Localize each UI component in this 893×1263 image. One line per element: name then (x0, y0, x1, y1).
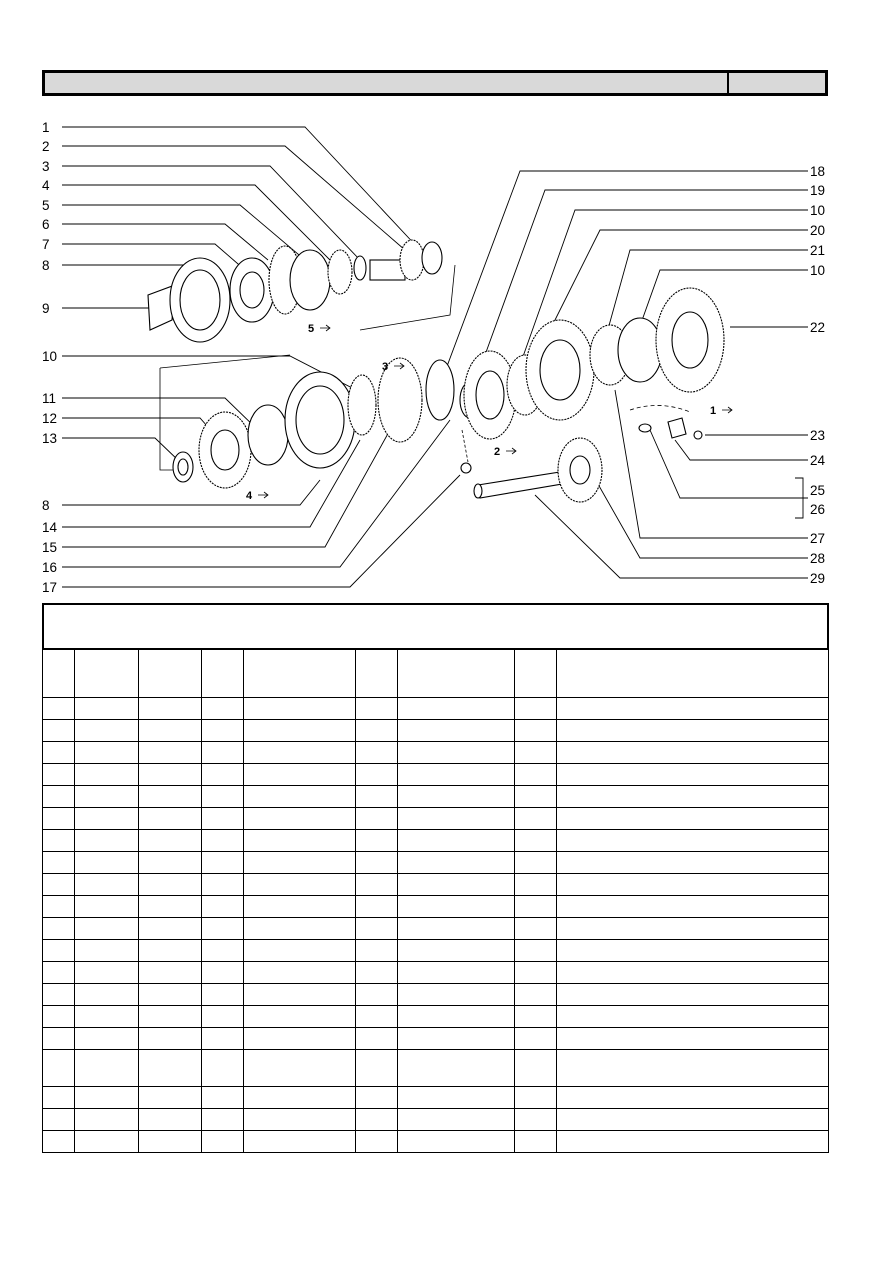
table-cell (356, 786, 398, 808)
table-cell (43, 786, 75, 808)
table-cell (202, 830, 244, 852)
lower-shaft-assembly (474, 418, 702, 502)
table-cell (75, 896, 139, 918)
table-cell (557, 830, 829, 852)
table-row (43, 830, 829, 852)
table-cell (398, 698, 515, 720)
table-row (43, 764, 829, 786)
table-cell (43, 874, 75, 896)
part-label: 9 (42, 301, 50, 316)
table-cell (244, 874, 356, 896)
table-row (43, 808, 829, 830)
table-cell (515, 852, 557, 874)
table-cell (202, 984, 244, 1006)
table-cell (75, 764, 139, 786)
table-cell (139, 918, 202, 940)
table-cell (244, 852, 356, 874)
table-cell (244, 962, 356, 984)
part-label: 25 (810, 483, 826, 498)
table-cell (202, 1028, 244, 1050)
table-cell (139, 1131, 202, 1153)
table-cell (75, 830, 139, 852)
table-cell (515, 742, 557, 764)
table-cell (515, 830, 557, 852)
table-cell (356, 1087, 398, 1109)
table-cell (515, 918, 557, 940)
table-cell (202, 786, 244, 808)
table-row (43, 874, 829, 896)
table-cell (515, 1131, 557, 1153)
table-row (43, 1087, 829, 1109)
table-cell (202, 962, 244, 984)
table-cell (244, 1006, 356, 1028)
table-cell (515, 720, 557, 742)
table-row (43, 1006, 829, 1028)
right-part-labels (810, 164, 826, 586)
table-cell (515, 940, 557, 962)
table-cell (356, 1131, 398, 1153)
table-cell (557, 720, 829, 742)
table-cell (202, 940, 244, 962)
part-label: 21 (810, 243, 826, 258)
part-label: 26 (810, 502, 826, 517)
table-cell (398, 940, 515, 962)
part-label: 3 (42, 159, 50, 174)
table-cell (356, 852, 398, 874)
table-cell (202, 1087, 244, 1109)
table-row (43, 962, 829, 984)
table-cell (356, 918, 398, 940)
table-cell (515, 1109, 557, 1131)
table-cell (356, 720, 398, 742)
table-cell (202, 1109, 244, 1131)
table-cell (557, 1087, 829, 1109)
table-cell (75, 742, 139, 764)
table-cell (75, 962, 139, 984)
table-cell (75, 1109, 139, 1131)
table-cell (75, 1006, 139, 1028)
table-cell (75, 1131, 139, 1153)
table-cell (202, 649, 244, 698)
table-cell (244, 742, 356, 764)
table-cell (515, 984, 557, 1006)
table-cell (139, 764, 202, 786)
part-label: 10 (42, 349, 58, 364)
table-cell (356, 830, 398, 852)
table-cell (43, 808, 75, 830)
table-cell (356, 940, 398, 962)
table-cell (139, 984, 202, 1006)
table-cell (557, 940, 829, 962)
table-cell (75, 649, 139, 698)
table-cell (398, 1131, 515, 1153)
table-cell (244, 830, 356, 852)
table-cell (43, 1050, 75, 1087)
table-cell (557, 896, 829, 918)
table-cell (202, 874, 244, 896)
upper-left-assembly (148, 240, 442, 342)
quantity-mark: 5 (308, 323, 315, 335)
table-cell (557, 764, 829, 786)
table-cell (43, 1087, 75, 1109)
table-cell (244, 1131, 356, 1153)
part-label: 7 (42, 237, 50, 252)
table-cell (202, 852, 244, 874)
table-cell (139, 698, 202, 720)
table-cell (515, 786, 557, 808)
table-cell (557, 874, 829, 896)
left-part-labels (42, 120, 58, 595)
part-label: 28 (810, 551, 826, 566)
table-cell (202, 808, 244, 830)
table-cell (356, 808, 398, 830)
table-cell (75, 918, 139, 940)
table-cell (557, 984, 829, 1006)
table-cell (398, 852, 515, 874)
table-cell (515, 764, 557, 786)
quantity-mark: 3 (382, 361, 389, 373)
table-cell (557, 1006, 829, 1028)
table-cell (356, 764, 398, 786)
table-row (43, 1028, 829, 1050)
gearbox-exploded-diagram (0, 100, 893, 600)
table-cell (244, 1050, 356, 1087)
part-label: 15 (42, 540, 58, 555)
table-cell (557, 786, 829, 808)
part-label: 6 (42, 217, 50, 232)
table-cell (398, 874, 515, 896)
table-cell (557, 649, 829, 698)
table-row (43, 852, 829, 874)
table-row (43, 1131, 829, 1153)
table-cell (202, 896, 244, 918)
table-cell (75, 808, 139, 830)
part-label: 14 (42, 520, 58, 535)
table-row (43, 940, 829, 962)
table-cell (398, 1006, 515, 1028)
part-label: 23 (810, 428, 826, 443)
table-cell (43, 698, 75, 720)
table-cell (398, 742, 515, 764)
table-cell (75, 720, 139, 742)
table-cell (557, 962, 829, 984)
table-cell (75, 1050, 139, 1087)
table-cell (557, 808, 829, 830)
table-cell (557, 1028, 829, 1050)
table-cell (139, 1050, 202, 1087)
table-cell (244, 808, 356, 830)
table-cell (139, 852, 202, 874)
table-cell (43, 720, 75, 742)
table-cell (557, 852, 829, 874)
table-row (43, 1050, 829, 1087)
parts-table (42, 648, 829, 1153)
table-cell (398, 1028, 515, 1050)
part-label: 13 (42, 431, 58, 446)
table-cell (139, 1109, 202, 1131)
quantity-mark: 1 (710, 405, 717, 417)
table-cell (356, 984, 398, 1006)
table-cell (515, 649, 557, 698)
table-cell (202, 764, 244, 786)
table-cell (557, 918, 829, 940)
table-cell (244, 720, 356, 742)
part-label: 11 (42, 391, 57, 406)
table-cell (398, 808, 515, 830)
table-cell (139, 808, 202, 830)
table-cell (398, 1109, 515, 1131)
part-label: 2 (42, 139, 50, 154)
table-cell (43, 1131, 75, 1153)
table-row (43, 786, 829, 808)
table-cell (356, 962, 398, 984)
table-cell (557, 1131, 829, 1153)
table-cell (244, 698, 356, 720)
table-cell (139, 1006, 202, 1028)
left-leader-lines (62, 127, 460, 587)
table-cell (515, 874, 557, 896)
table-cell (515, 1050, 557, 1087)
table-row (43, 918, 829, 940)
part-label: 22 (810, 320, 826, 335)
table-cell (557, 698, 829, 720)
table-cell (43, 764, 75, 786)
table-cell (244, 1028, 356, 1050)
table-cell (515, 1087, 557, 1109)
table-cell (43, 830, 75, 852)
part-label: 12 (42, 411, 58, 426)
table-cell (356, 698, 398, 720)
table-cell (557, 1109, 829, 1131)
table-cell (515, 896, 557, 918)
table-cell (43, 649, 75, 698)
part-label: 18 (810, 164, 826, 179)
table-cell (356, 1109, 398, 1131)
table-cell (398, 786, 515, 808)
table-cell (515, 1006, 557, 1028)
part-label: 8 (42, 498, 50, 513)
table-cell (356, 742, 398, 764)
table-row (43, 896, 829, 918)
table-cell (398, 649, 515, 698)
table-cell (244, 649, 356, 698)
part-label: 24 (810, 453, 826, 468)
quantity-mark: 4 (246, 490, 253, 502)
table-cell (75, 1028, 139, 1050)
table-cell (43, 962, 75, 984)
table-cell (398, 918, 515, 940)
table-cell (398, 1050, 515, 1087)
table-cell (75, 874, 139, 896)
table-cell (43, 1006, 75, 1028)
quantity-mark: 2 (494, 446, 501, 458)
table-cell (515, 962, 557, 984)
table-cell (43, 1028, 75, 1050)
part-label: 17 (42, 580, 58, 595)
table-cell (75, 940, 139, 962)
table-cell (398, 764, 515, 786)
part-label: 1 (42, 120, 50, 135)
part-label: 5 (42, 198, 50, 213)
table-cell (515, 1028, 557, 1050)
table-cell (356, 1006, 398, 1028)
table-cell (515, 698, 557, 720)
table-cell (244, 984, 356, 1006)
table-cell (75, 698, 139, 720)
table-cell (43, 940, 75, 962)
table-cell (398, 896, 515, 918)
table-cell (398, 984, 515, 1006)
table-cell (244, 1109, 356, 1131)
table-cell (356, 649, 398, 698)
part-label: 29 (810, 571, 826, 586)
table-cell (139, 940, 202, 962)
header-divider (727, 73, 729, 93)
table-cell (75, 852, 139, 874)
page-header-bar (42, 70, 828, 96)
table-cell (398, 720, 515, 742)
table-cell (557, 1050, 829, 1087)
table-cell (139, 1087, 202, 1109)
table-cell (244, 1087, 356, 1109)
table-cell (202, 720, 244, 742)
table-cell (202, 1006, 244, 1028)
table-row (43, 1109, 829, 1131)
table-cell (75, 984, 139, 1006)
table-cell (43, 984, 75, 1006)
table-cell (244, 918, 356, 940)
table-cell (202, 698, 244, 720)
table-cell (244, 764, 356, 786)
table-cell (244, 896, 356, 918)
table-row (43, 720, 829, 742)
table-cell (202, 742, 244, 764)
table-cell (356, 1028, 398, 1050)
table-cell (43, 742, 75, 764)
table-caption-box (42, 603, 829, 650)
table-cell (43, 896, 75, 918)
table-cell (398, 1087, 515, 1109)
part-label: 4 (42, 178, 50, 193)
part-label: 27 (810, 531, 826, 546)
table-cell (202, 918, 244, 940)
table-cell (202, 1131, 244, 1153)
part-label: 10 (810, 263, 826, 278)
table-cell (139, 1028, 202, 1050)
part-label: 8 (42, 258, 50, 273)
table-row (43, 984, 829, 1006)
table-cell (202, 1050, 244, 1087)
table-cell (43, 918, 75, 940)
table-row (43, 698, 829, 720)
table-cell (139, 896, 202, 918)
table-cell (557, 742, 829, 764)
table-cell (398, 962, 515, 984)
table-cell (244, 786, 356, 808)
table-header-row (43, 649, 829, 698)
table-cell (356, 1050, 398, 1087)
table-cell (75, 1087, 139, 1109)
table-cell (356, 874, 398, 896)
table-cell (398, 830, 515, 852)
part-label: 20 (810, 223, 826, 238)
table-cell (356, 896, 398, 918)
part-label: 10 (810, 203, 826, 218)
table-cell (139, 786, 202, 808)
table-cell (139, 830, 202, 852)
table-cell (139, 720, 202, 742)
table-cell (244, 940, 356, 962)
table-cell (139, 649, 202, 698)
part-label: 19 (810, 183, 826, 198)
table-cell (43, 852, 75, 874)
table-cell (139, 962, 202, 984)
part-label: 16 (42, 560, 58, 575)
table-cell (75, 786, 139, 808)
table-cell (515, 808, 557, 830)
table-row (43, 742, 829, 764)
table-cell (43, 1109, 75, 1131)
table-cell (139, 874, 202, 896)
table-cell (139, 742, 202, 764)
